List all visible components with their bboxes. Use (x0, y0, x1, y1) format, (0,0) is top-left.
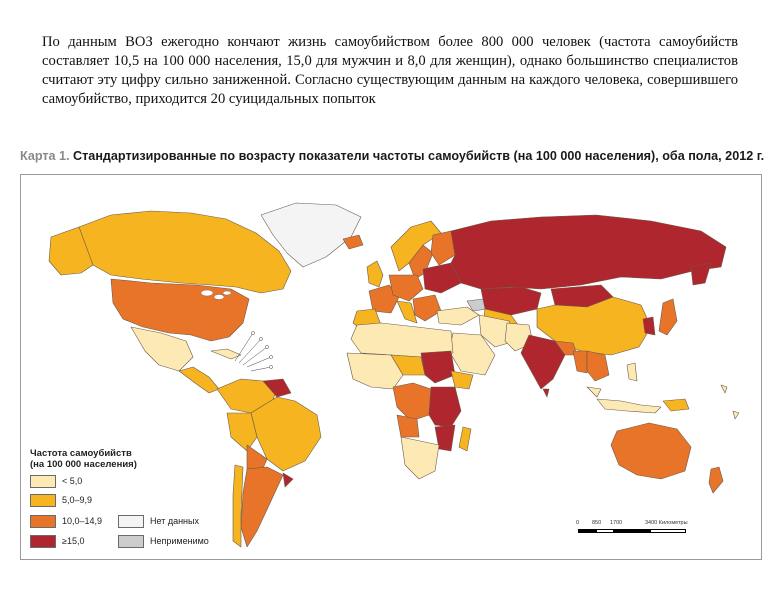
region-australia (611, 423, 691, 479)
region-new-zealand (709, 467, 723, 493)
region-madagascar (459, 427, 471, 451)
region-central-america (179, 367, 219, 393)
region-caribbean (211, 349, 241, 359)
legend-item-mid (30, 493, 92, 507)
region-indochina (587, 351, 609, 381)
region-pacific-islands (721, 385, 739, 419)
region-korea (643, 317, 655, 335)
scale-tick-3400: 3400 Километры (645, 520, 688, 526)
legend-label-no-data: Нет данных (150, 516, 199, 526)
scale-tick-1700: 1700 (610, 520, 623, 526)
region-peru (227, 413, 257, 451)
region-canada (79, 211, 291, 293)
legend-label-not-applicable: Неприменимо (150, 536, 209, 546)
region-png (663, 399, 689, 411)
intro-paragraph: По данным ВОЗ ежегодно кончают жизнь самоубийством более 800 000 человек (частота самоубийств составляет 10,5 на 100 000 населения, 15,0 для мужчин и 8,0 для женщин), однако большинство специалистов считают эту цифру сильно заниженной. Согласно существующим данным на каждого человека, совершившего самоубийство, приходится 20 суицидальных попыток (42, 34, 738, 107)
map-caption-text: Стандартизированные по возрасту показатели частоты самоубийств (на 100 000 населения), оба пола, 2012 г. (73, 149, 765, 163)
legend-swatch-not-applicable (118, 535, 144, 548)
legend-swatch-no-data (118, 515, 144, 528)
region-malaysia (587, 387, 601, 397)
map-caption-label: Карта 1. (20, 149, 70, 163)
legend-title-line1: Частота самоубийств (30, 448, 132, 459)
region-finland (431, 231, 455, 265)
scale-tick-0: 0 (576, 520, 580, 526)
legend-title-line2: (на 100 000 населения) (30, 459, 137, 470)
legend-item-very-high (30, 534, 84, 548)
caribbean-callout-lines (235, 331, 273, 371)
legend-swatch-mid (30, 494, 56, 507)
legend-item-high (30, 514, 102, 528)
region-east-africa (429, 387, 461, 427)
region-usa (111, 279, 249, 341)
region-sudan (421, 351, 455, 383)
region-japan (659, 299, 677, 335)
map-scale-bar (573, 516, 691, 542)
legend-swatch-high (30, 515, 56, 528)
legend-label-high: 10,0–14,9 (62, 516, 103, 526)
map-caption (20, 149, 780, 163)
region-uk (367, 261, 383, 287)
region-myanmar (573, 351, 587, 373)
region-southern-africa (401, 437, 439, 479)
legend-swatch-low (30, 475, 56, 488)
region-indonesia (597, 399, 661, 413)
intro-text-block (42, 33, 738, 109)
legend-swatch-very-high (30, 535, 56, 548)
map-legend (30, 448, 290, 554)
legend-item-low (30, 474, 82, 488)
region-kamchatka (691, 263, 711, 285)
legend-item-not-applicable (118, 534, 209, 548)
region-sri-lanka (543, 389, 549, 397)
legend-label-mid: 5,0–9,9 (62, 495, 93, 505)
legend-label-very-high: ≥15,0 (62, 536, 85, 546)
region-russia (451, 215, 726, 289)
legend-item-no-data (118, 514, 199, 528)
region-horn-of-africa (451, 371, 473, 389)
region-balkans (413, 295, 441, 321)
scale-tick-850: 850 (592, 520, 602, 526)
legend-label-low: < 5,0 (62, 476, 83, 486)
scale-bar-segments (578, 529, 686, 533)
region-philippines (627, 363, 637, 381)
